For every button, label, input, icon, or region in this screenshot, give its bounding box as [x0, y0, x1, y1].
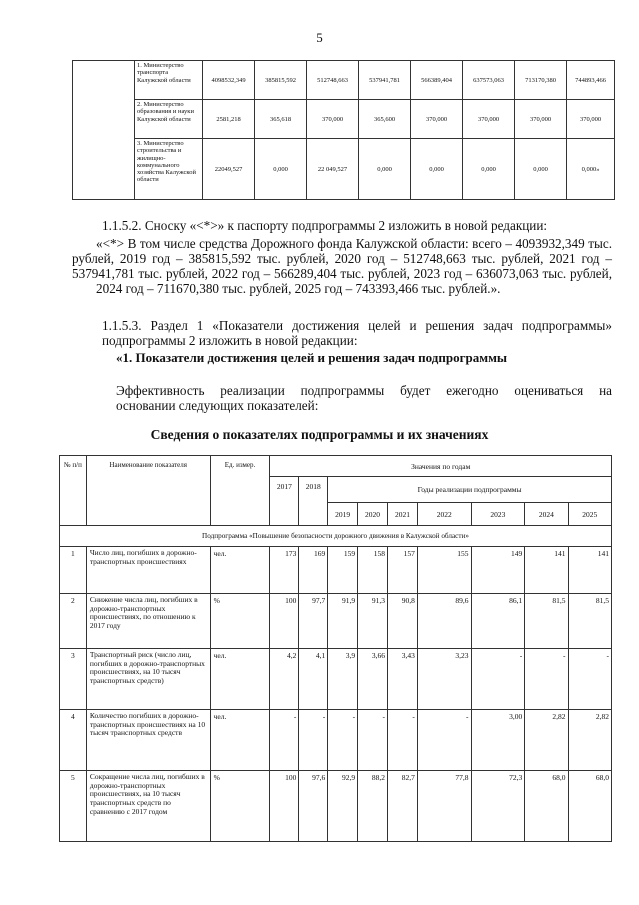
section-heading: «1. Показатели достижения целей и решения задач подпрограммы — [116, 350, 508, 365]
empty-cell — [73, 61, 135, 200]
subprogram-title: Подпрограмма «Повышение безопасности дорожного движения в Калужской области» — [60, 526, 612, 547]
value-cell: 72,3 — [471, 771, 525, 842]
indicator-name: Транспортный риск (число лиц, погибших в дорожно-транспортных происшествиях, на 10 тысяч транспортных средств) — [86, 649, 210, 710]
value-cell: 3,00 — [471, 710, 525, 771]
table-heading: Сведения о показателях подпрограммы и их значениях — [150, 427, 489, 442]
budget-cell: 637573,063 — [463, 61, 515, 100]
budget-cell: 365,618 — [255, 100, 307, 139]
value-cell: - — [270, 710, 299, 771]
header-year: 2020 — [358, 503, 388, 526]
paragraph-footnote-text — [72, 236, 612, 296]
section-amend-last: подпрограммы 2 изложить в новой редакции: — [102, 333, 358, 348]
value-cell: 77,8 — [417, 771, 471, 842]
indicator-unit: чел. — [210, 547, 270, 594]
value-cell: 97,7 — [299, 594, 328, 649]
table-row — [60, 771, 612, 842]
indicators-table — [59, 455, 612, 842]
value-cell: 68,0 — [568, 771, 611, 842]
header-unit: Ед. измер. — [210, 456, 270, 526]
efficiency-body: Эффективность реализации подпрограммы будет ежегодно оцениваться на — [116, 383, 612, 398]
budget-cell: 2581,218 — [203, 100, 255, 139]
indicator-unit: чел. — [210, 710, 270, 771]
budget-cell: 22 049,527 — [307, 139, 359, 200]
value-cell: 89,6 — [417, 594, 471, 649]
budget-cell: 22049,527 — [203, 139, 255, 200]
value-cell: 91,3 — [358, 594, 388, 649]
budget-cell: 0,000 — [411, 139, 463, 200]
header-year: 2018 — [299, 477, 328, 526]
budget-cell: 370,000 — [307, 100, 359, 139]
value-cell: 141 — [568, 547, 611, 594]
value-cell: - — [525, 649, 568, 710]
budget-row-name: 1. Министерство транспорта Калужской области — [135, 61, 203, 100]
paragraph-section-amend — [72, 318, 612, 348]
header-year: 2025 — [568, 503, 611, 526]
indicator-unit: % — [210, 594, 270, 649]
value-cell: 173 — [270, 547, 299, 594]
value-cell: 149 — [471, 547, 525, 594]
budget-cell: 385815,592 — [255, 61, 307, 100]
budget-row — [73, 139, 615, 200]
value-cell: 2,82 — [525, 710, 568, 771]
value-cell: - — [299, 710, 328, 771]
value-cell: - — [568, 649, 611, 710]
header-year: 2017 — [270, 477, 299, 526]
paragraph-efficiency — [72, 383, 612, 413]
value-cell: 100 — [270, 594, 299, 649]
value-cell: 3,23 — [417, 649, 471, 710]
header-year: 2024 — [525, 503, 568, 526]
footnote-text-last: 2024 год – 711670,380 тыс. рублей, 2025 год – 743393,466 тыс. рублей.». — [96, 281, 501, 296]
indicator-name: Количество погибших в дорожно-транспортных происшествиях на 10 тысяч транспортных средств — [86, 710, 210, 771]
row-number: 3 — [60, 649, 87, 710]
value-cell: 4,2 — [270, 649, 299, 710]
header-year: 2019 — [328, 503, 358, 526]
budget-cell: 0,000» — [567, 139, 615, 200]
value-cell: 92,9 — [328, 771, 358, 842]
header-values-by-year: Значения по годам — [270, 456, 612, 477]
value-cell: 82,7 — [388, 771, 418, 842]
value-cell: - — [388, 710, 418, 771]
table-row — [60, 547, 612, 594]
value-cell: 3,66 — [358, 649, 388, 710]
budget-row-name: 2. Министерство образования и науки Калужской области — [135, 100, 203, 139]
header-year: 2021 — [388, 503, 418, 526]
value-cell: - — [471, 649, 525, 710]
value-cell: 141 — [525, 547, 568, 594]
table-row — [60, 649, 612, 710]
budget-cell: 512748,663 — [307, 61, 359, 100]
indicator-name: Сокращение числа лиц, погибших в дорожно-транспортных происшествиях, на 10 тысяч транспортных средств по сравнению с 2017 годом — [86, 771, 210, 842]
value-cell: 88,2 — [358, 771, 388, 842]
page-number: 5 — [316, 30, 323, 45]
indicator-unit: чел. — [210, 649, 270, 710]
value-cell: 81,5 — [525, 594, 568, 649]
row-number: 5 — [60, 771, 87, 842]
indicator-unit: % — [210, 771, 270, 842]
value-cell: 2,82 — [568, 710, 611, 771]
row-number: 4 — [60, 710, 87, 771]
header-row — [60, 456, 612, 477]
value-cell: 159 — [328, 547, 358, 594]
value-cell: 68,0 — [525, 771, 568, 842]
value-cell: 100 — [270, 771, 299, 842]
section-row — [60, 526, 612, 547]
value-cell: - — [358, 710, 388, 771]
section-amend-body: 1.1.5.3. Раздел 1 «Показатели достижения целей и решения задач подпрограммы» — [102, 318, 612, 333]
budget-cell: 0,000 — [463, 139, 515, 200]
header-num: № п/п — [60, 456, 87, 526]
value-cell: 157 — [388, 547, 418, 594]
budget-table — [72, 60, 615, 200]
value-cell: 97,6 — [299, 771, 328, 842]
value-cell: 158 — [358, 547, 388, 594]
budget-cell: 0,000 — [359, 139, 411, 200]
budget-cell: 566389,404 — [411, 61, 463, 100]
paragraph-footnote-amend: 1.1.5.2. Сноску «<*>» к паспорту подпрограммы 2 изложить в новой редакции: — [102, 218, 548, 233]
budget-cell: 0,000 — [515, 139, 567, 200]
header-years-impl: Годы реализации подпрограммы — [328, 477, 612, 503]
budget-cell: 537941,781 — [359, 61, 411, 100]
budget-row — [73, 61, 615, 100]
header-year: 2023 — [471, 503, 525, 526]
budget-cell: 370,000 — [411, 100, 463, 139]
value-cell: 4,1 — [299, 649, 328, 710]
budget-cell: 4098532,349 — [203, 61, 255, 100]
row-number: 1 — [60, 547, 87, 594]
table-row — [60, 710, 612, 771]
value-cell: 3,43 — [388, 649, 418, 710]
header-name: Наименование показателя — [86, 456, 210, 526]
indicator-name: Число лиц, погибших в дорожно-транспортных происшествиях — [86, 547, 210, 594]
value-cell: 90,8 — [388, 594, 418, 649]
value-cell: 155 — [417, 547, 471, 594]
budget-cell: 370,000 — [515, 100, 567, 139]
header-year: 2022 — [417, 503, 471, 526]
value-cell: - — [417, 710, 471, 771]
budget-cell: 744893,466 — [567, 61, 615, 100]
value-cell: 169 — [299, 547, 328, 594]
budget-row-name: 3. Министерство строительства и жилищно-коммунального хозяйства Калужской области — [135, 139, 203, 200]
budget-cell: 365,600 — [359, 100, 411, 139]
indicator-name: Снижение числа лиц, погибших в дорожно-транспортных происшествиях, по отношению к 2017 году — [86, 594, 210, 649]
value-cell: 86,1 — [471, 594, 525, 649]
value-cell: 81,5 — [568, 594, 611, 649]
efficiency-last: основании следующих показателей: — [116, 398, 319, 413]
budget-cell: 370,000 — [463, 100, 515, 139]
value-cell: - — [328, 710, 358, 771]
budget-cell: 713170,380 — [515, 61, 567, 100]
value-cell: 3,9 — [328, 649, 358, 710]
budget-cell: 370,000 — [567, 100, 615, 139]
budget-cell: 0,000 — [255, 139, 307, 200]
footnote-text-body: «<*> В том числе средства Дорожного фонда Калужской области: всего – 4093932,349 тыс. рублей, 2019 год – 385815,592 тыс. рублей, 2020 год – 512748,663 тыс. рублей, 2021 год – 537941,781 тыс. рублей, 2022 год – 566289,404 тыс. рублей, 2023 год – 636073,063 тыс. рублей, — [72, 236, 612, 281]
row-number: 2 — [60, 594, 87, 649]
budget-row — [73, 100, 615, 139]
table-row — [60, 594, 612, 649]
value-cell: 91,9 — [328, 594, 358, 649]
